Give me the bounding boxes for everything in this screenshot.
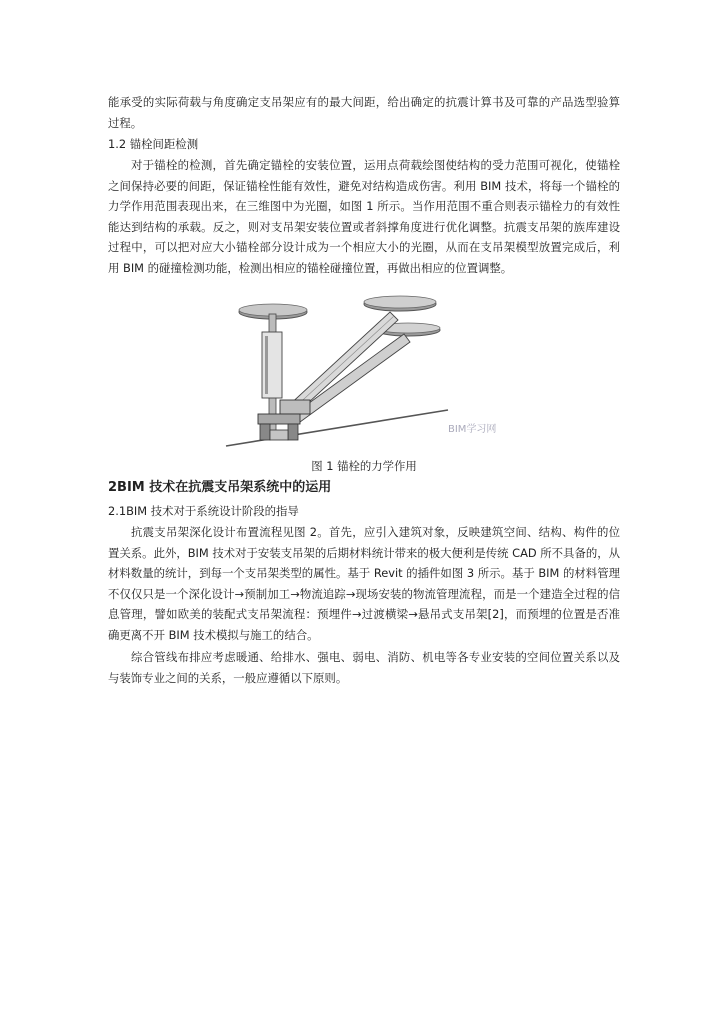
document-page	[108, 92, 620, 688]
watermark-text: BIM学习网	[448, 424, 497, 435]
paragraph-design-stage: 抗震支吊架深化设计布置流程见图 2。首先，应引入建筑对象，反映建筑空间、结构、构件的位置关系。此外，BIM 技术对于安装支吊架的后期材料统计带来的极大便利是传统 CAD 所不具备的，从材料数量的统计，到每一个支吊架类型的属性。基于 Revit 的插件如图 3 所示。基于 BIM 的材料管理不仅仅只是一个深化设计→预制加工→物流追踪→现场安装的物流管理流程，而是一个建造全过程的信息管理，譬如欧美的装配式支吊架流程：预埋件→过渡横梁→悬吊式支吊架[2]，而预埋的位置是否准确更离不开 BIM 技术模拟与施工的结合。	[108, 525, 621, 642]
figure-anchor-mechanics	[108, 286, 620, 452]
heading-1-2: 1.2 锚栓间距检测	[108, 137, 199, 151]
heading-section-2: 2BIM 技术在抗震支吊架系统中的运用	[108, 480, 332, 495]
heading-2-1: 2.1BIM 技术对于系统设计阶段的指导	[108, 504, 299, 518]
paragraph-anchor-detection: 对于锚栓的检测，首先确定锚栓的安装位置，运用点荷载绘图使结构的受力范围可视化，使锚栓之间保持必要的间距，保证锚栓性能有效性，避免对结构造成伤害。利用 BIM 技术，将每一个锚栓的力学作用范围表现出来，在三维图中为光圈，如图 1 所示。当作用范围不重合则表示锚栓力的有效性能达到结构的承载。反之，则对支吊架安装位置或者斜撑角度进行优化调整。抗震支吊架的族库建设过程中，可以把对应大小锚栓部分设计成为一个相应大小的光圈，从而在支吊架模型放置完成后，利用 BIM 的碰撞检测功能，检测出相应的锚栓碰撞位置，再做出相应的位置调整。	[108, 158, 620, 275]
paragraph-intro: 能承受的实际荷载与角度确定支吊架应有的最大间距，给出确定的抗震计算书及可靠的产品选型验算过程。	[108, 95, 620, 130]
figure-caption: 图 1 锚栓的力学作用	[311, 459, 417, 473]
support-hanger-illustration	[108, 286, 620, 452]
paragraph-pipeline-layout: 综合管线布排应考虑暖通、给排水、强电、弱电、消防、机电等各专业安装的空间位置关系以及与装饰专业之间的关系，一般应遵循以下原则。	[108, 650, 620, 685]
